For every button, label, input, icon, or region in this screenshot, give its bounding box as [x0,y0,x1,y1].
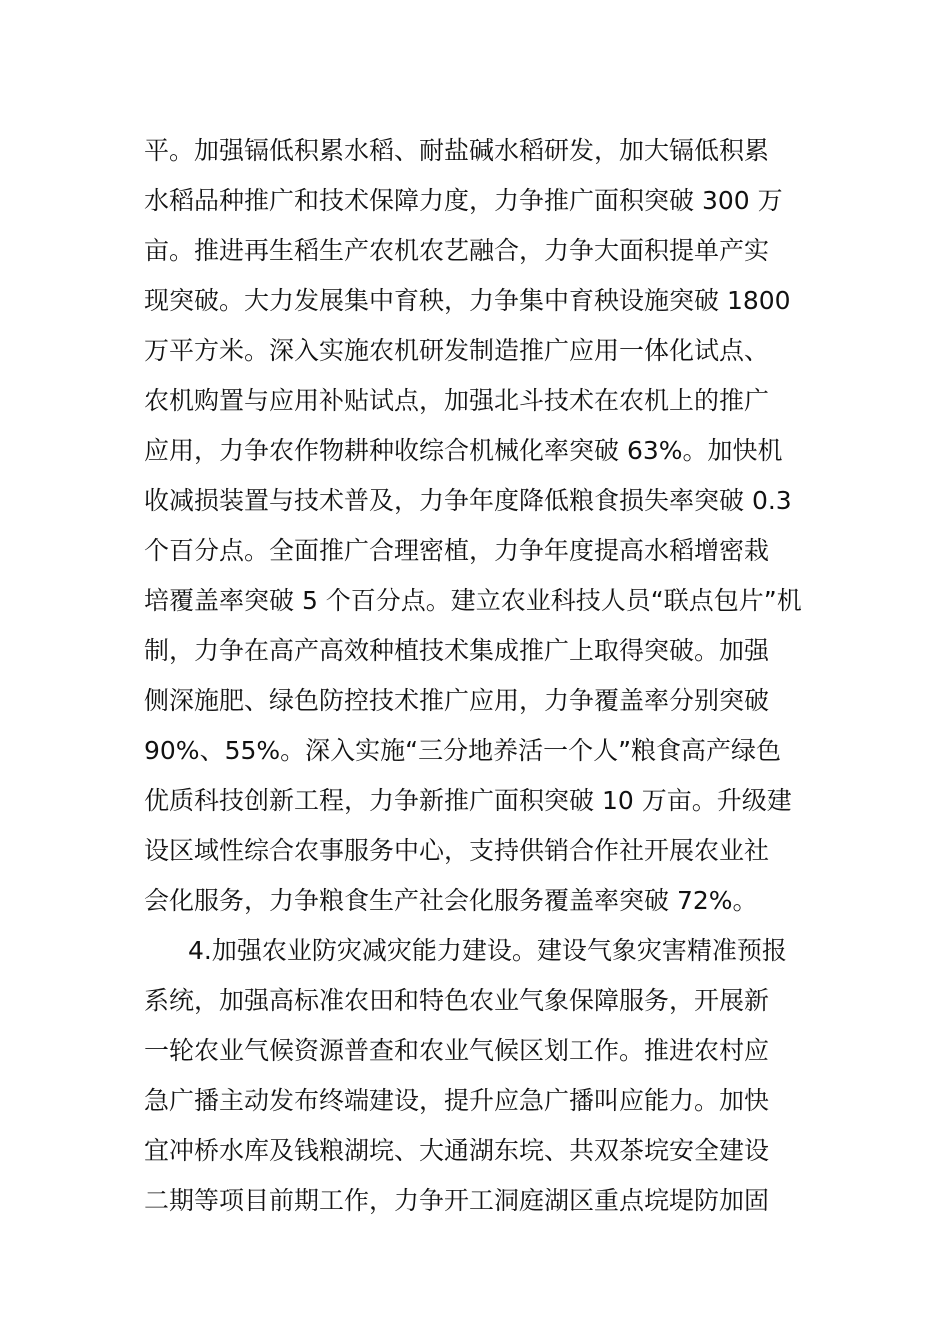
text-line: 水稻品种推广和技术保障力度，力争推广面积突破 300 万 [144,186,783,215]
text-line: 会化服务，力争粮食生产社会化服务覆盖率突破 72%。 [144,886,758,915]
text-line: 个百分点。全面推广合理密植，力争年度提高水稻增密栽 [144,536,770,565]
text-line: 二期等项目前期工作，力争开工洞庭湖区重点垸堤防加固 [144,1186,770,1215]
text-line: 现突破。大力发展集中育秧，力争集中育秧设施突破 1800 [144,286,791,315]
text-line: 优质科技创新工程，力争新推广面积突破 10 万亩。升级建 [144,786,792,815]
text-line: 培覆盖率突破 5 个百分点。建立农业科技人员“联点包片”机 [144,586,802,615]
text-line: 一轮农业气候资源普查和农业气候区划工作。推进农村应 [144,1036,770,1065]
text-line: 侧深施肥、绿色防控技术推广应用，力争覆盖率分别突破 [144,686,770,715]
text-line: 急广播主动发布终端建设，提升应急广播叫应能力。加快 [144,1086,770,1115]
text-line: 应用，力争农作物耕种收综合机械化率突破 63%。加快机 [144,436,783,465]
text-line: 亩。推进再生稻生产农机农艺融合，力争大面积提单产实 [144,236,770,265]
text-line: 宜冲桥水库及钱粮湖垸、大通湖东垸、共双茶垸安全建设 [144,1136,770,1165]
text-line: 收减损装置与技术普及，力争年度降低粮食损失率突破 0.3 [144,486,792,515]
text-line: 制，力争在高产高效种植技术集成推广上取得突破。加强 [144,636,770,665]
document-body [144,126,808,1226]
text-line: 设区域性综合农事服务中心，支持供销合作社开展农业社 [144,836,770,865]
paragraph-start-line: 4.加强农业防灾减灾能力建设。建设气象灾害精准预报 [188,936,787,965]
text-line: 平。加强镉低积累水稻、耐盐碱水稻研发，加大镉低积累 [144,136,770,165]
text-line: 万平方米。深入实施农机研发制造推广应用一体化试点、 [144,336,770,365]
text-line: 系统，加强高标准农田和特色农业气象保障服务，开展新 [144,986,770,1015]
text-line: 农机购置与应用补贴试点，加强北斗技术在农机上的推广 [144,386,770,415]
text-line: 90%、55%。深入实施“三分地养活一个人”粮食高产绿色 [144,736,782,765]
